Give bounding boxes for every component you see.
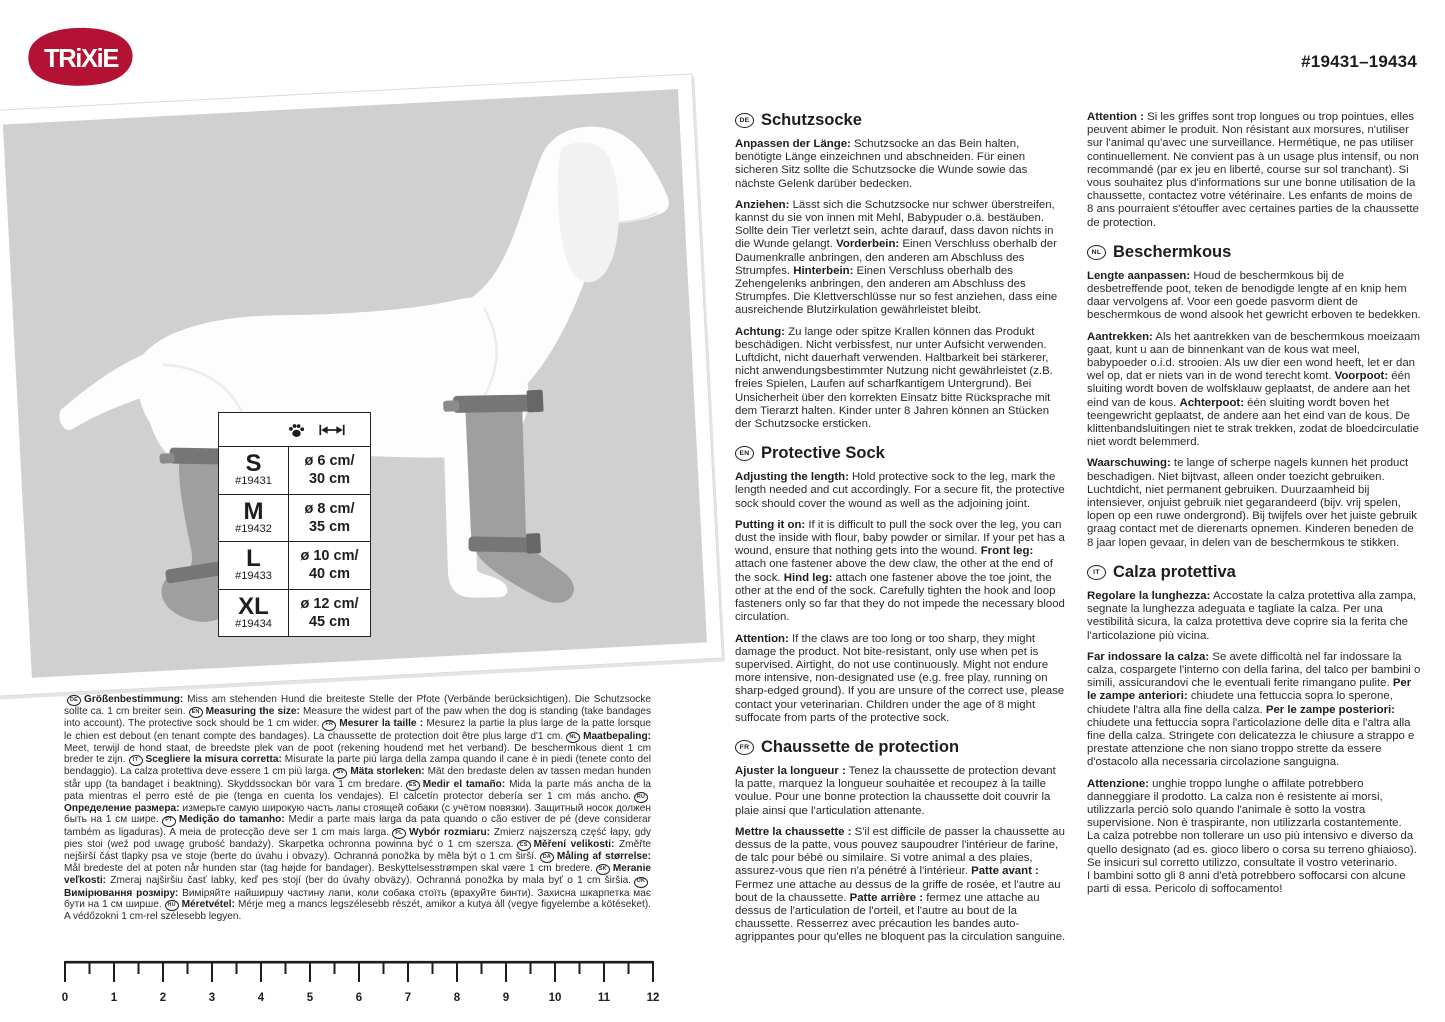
sizing-note — [64, 694, 651, 923]
ruler-label: 6 — [355, 992, 363, 1004]
ruler-svg — [61, 960, 660, 1008]
lead-in-bold: Patte avant : — [971, 865, 1039, 878]
section-title-text: Chaussette de protection — [761, 737, 960, 756]
dimension-cell — [289, 447, 370, 494]
paragraph — [735, 826, 1066, 945]
section-title-text: Calza protettiva — [1113, 562, 1236, 581]
body-text: unghie troppo lunghe o affilate potrebbero danneggiare il prodotto. La calza non è resistente ai morsi, utilizzarla perciò solo quando l'animale è sotto la vostra supervisione. Non è traspirante, non utilizzarla costantemente. — [1087, 777, 1402, 830]
size-cell — [219, 447, 289, 494]
size-letter: XL — [238, 592, 269, 620]
paragraph — [1087, 331, 1421, 450]
ruler-label: 10 — [548, 992, 562, 1004]
lang-badge-it-icon: IT — [129, 755, 143, 766]
body-text: chiudete una fettuccia sopra l'articolazione delle dita e l'altra alla fine della calza. Stringete con delicatezza le chiusure a strappo e prestate attenzione che non siano troppo strette da essere d'ostacolo alla necessaria circolazione sanguigna. — [1087, 716, 1415, 769]
ruler-label: 2 — [159, 992, 167, 1004]
body-text: Misurate la parte più larga della zampa quando il cane è in piedi (tenete conto del bendaggio). La calza protettiva deve essere 1 cm più larga. — [64, 754, 651, 778]
lead-in-bold: Putting it on: — [735, 518, 806, 531]
body-text: Miss am stehenden Hund die breiteste Stelle der Pfote (Verbände berücksichtigen). Die Schutzsocke sollte ca. 1 cm breiter sein. — [64, 694, 651, 718]
lang-section-it — [1087, 563, 1421, 896]
body-text: Виміряйте найширшу частину лапи, коли собака стоїть (врахуйте бинти). Захисна шкарпетка має бути на 1 см ширше. — [64, 887, 652, 911]
body-text: attach one fastener above the toe joint, the other at the end of the sock. Carefully tighten the hook and loop fasteners only so far that they do not impede the necessary blood circulation. — [735, 571, 1065, 624]
section-title — [735, 111, 1066, 130]
body-text: Zmeraj najširšiu časť labky, keď pes stojí (ber do úvahy obväzy). Ochranná ponožka by mala byť o 1 cm širšia. — [106, 875, 631, 887]
lead-in-bold: Attenzione: — [1087, 777, 1150, 790]
lang-badge-en-icon: EN — [735, 446, 754, 461]
dimension-cell — [289, 495, 370, 542]
lead-in-bold: Voorpoot: — [1334, 370, 1389, 383]
lead-in-bold: Vorderbein: — [836, 238, 900, 251]
body-text: Zu lange oder spitze Krallen können das Produkt beschädigen. Nicht verbissfest, nur unter Aufsicht verwenden. Luftdicht, nicht dauerhaft verwenden. Haltbarkeit bei stärkerer, nicht anwendungsbestimmter Nutzung nicht gewährleistet (z.B. freies Spielen, Laufen auf scharfkantigem Untergrund). Bei Unsicherheit über den korrekten Einsatz bitte Rücksprache mit dem Tierarzt halten. Kinder unter 8 Jahren können an Stücken der Schutzsocke ersticken. — [735, 325, 1053, 431]
paragraph — [1087, 778, 1421, 897]
article-number: #19433 — [235, 570, 272, 583]
body-text: If it is difficult to pull the sock over the leg, you can dust the inside with flour, baby powder or similar. If your pet has a wound, ensure that nothing gets into the wound. — [735, 518, 1065, 558]
lead-in-bold: Measuring the size: — [205, 706, 300, 718]
paragraph — [735, 199, 1066, 318]
size-table — [218, 412, 371, 637]
body-text: измерьте самую широкую часть лапы стоящей собаки (с учётом повязки). Защитный носок должен быть на 1 см шире. — [64, 803, 651, 826]
lead-in-bold: Anziehen: — [735, 198, 790, 211]
lang-badge-ru-icon: RU — [634, 792, 648, 803]
body-text: Si les griffes sont trop longues ou trop pointues, elles peuvent abimer le produit. Non résistant aux morsures, n'utiliser sur l'animal qu'avec une surveillance. Hermétique, ne pas utiliser continuellement. Ne convient pas à un usage plus intensif, ou non recommandé (par ex jeu en liberté, course sur sol tranchant). Si vous souhaitez plus d'informations sur une bonne utilisation de la chaussette, contactez votre vétérinaire. Les enfants de moins de 8 ans pourraient s'étouffer avec certaines parties de la chaussette de protection. — [1087, 111, 1419, 229]
section-title-text: Schutzsocke — [761, 111, 862, 129]
front-sock-ankle-strap — [468, 536, 534, 552]
dimension-cell — [289, 542, 370, 589]
body-text: Schutzsocke an das Bein halten, benötigte Länge einzeichnen und abschneiden. Für einen sicheren Sitz sollte die Schutzsocke die Wunde sowie das nächste Gelenk darüber bedecken. — [735, 138, 1028, 190]
body-text: één sluiting wordt boven het teengewricht geplaatst, de andere aan het eind van de kous. De klittenbandsluitingen niet te strak trekken, zodat de bloedcirculatie niet wordt belemmerd. — [1087, 396, 1419, 449]
body-text: Accostate la calza protettiva alla zampa, segnate la lunghezza adeguata e tagliate la calza. Per una vestibilità sicura, la calza protettiva deve coprire sia la ferita che l'articolazione più vicina. — [1087, 589, 1417, 642]
body-text: attach one fastener above the dew claw, the other at the end of the sock. — [735, 558, 1053, 584]
body-text: Mesurez la partie la plus large de la patte lorsque le chien est debout (en tenant compte des bandages). La chaussette de protection doit être plus large d'1 cm. — [64, 718, 652, 742]
body-text: chiudete una fettuccia sopra lo sperone, chiudete l'altra alla fine della calza. — [1087, 690, 1393, 716]
size-letter: M — [243, 497, 264, 525]
body-text: Einen Verschluss oberhalb der Daumenkralle anbringen, den anderen am Abschluss des Strumpfes. — [735, 238, 1057, 277]
lang-badge-hu-icon: HU — [165, 900, 179, 911]
lang-section-en — [735, 444, 1066, 725]
body-text: Als het aantrekken van de beschermkous moeizaam gaat, kunt u aan de binnenkant van de kous wat meel, babypoeder o.i.d. strooien. Als uw dier een wond heeft, let er dan wel op, dat er niets van in de wond terecht komt. — [1087, 330, 1421, 383]
lead-in-bold: Medição do tamanho: — [178, 814, 285, 826]
lead-in-bold: Mettre la chaussette : — [735, 825, 852, 838]
lead-in-bold: Lengte aanpassen: — [1087, 269, 1191, 282]
section-title — [1087, 563, 1421, 582]
article-number: #19432 — [235, 522, 272, 535]
dimension-cell — [289, 590, 370, 637]
ruler-label: 3 — [208, 992, 216, 1004]
body-text: Mål bredeste del at poten når hunden star (tag højde for bandager). Beskyttelsesstrømpen skal være 1 cm bredere. — [64, 863, 593, 875]
lang-badge-en-icon: EN — [189, 707, 203, 718]
lead-in-bold: Måling af størrelse: — [556, 851, 651, 863]
lead-in-bold: Achtung: — [735, 325, 785, 338]
lang-badge-cs-icon: CS — [517, 840, 531, 851]
size-letter: S — [245, 450, 262, 478]
body-text: te lange of scherpe nagels kunnen het product beschadigen. Niet bijtvast, alleen onder toezicht gebruiken. Luchtdicht, niet permanent gebruiken. Duurzaamheid bij intensiever, onjuist gebruik niet gegarandeerd (bijv. vrij spelen, lopen op een ruwe ondergrond). Bij twijfels over het juiste gebruik graag contact met de dierenarts opnemen. Kinderen beneden de 8 jaar lopen gevaar, in delen van de beschermkous te stikken. — [1087, 457, 1417, 549]
lead-in-bold: Mesurer la taille : — [339, 718, 424, 730]
lang-badge-es-icon: ES — [406, 780, 420, 791]
front-sock-top-strap — [453, 394, 537, 412]
ruler-label: 7 — [404, 992, 412, 1004]
lang-badge-pt-icon: PT — [162, 816, 176, 827]
lead-in-bold: Achterpoot: — [1179, 396, 1245, 409]
lead-in-bold: Měření velikosti: — [533, 838, 615, 850]
paragraph — [735, 326, 1066, 432]
lang-badge-fr-icon: FR — [735, 740, 754, 755]
diameter-value: ø 6 cm/ — [304, 453, 355, 470]
size-table-row-s — [219, 446, 370, 494]
article-number: #19434 — [235, 617, 272, 630]
size-table-header — [219, 413, 370, 446]
lead-in-bold: Far indossare la calza: — [1087, 650, 1210, 663]
lang-badge-pl-icon: PL — [392, 828, 406, 839]
lead-in-bold: Adjusting the length: — [735, 471, 849, 484]
paragraph — [1087, 111, 1421, 230]
lead-in-bold: Mäta storleken: — [350, 766, 425, 778]
lang-badge-nl-icon: NL — [1087, 245, 1106, 260]
section-title-text: Beschermkous — [1113, 242, 1232, 261]
body-text: Lässt sich die Schutzsocke nur schwer überstreifen, kannst du sie von innen mit Mehl, Babypuder o.ä. bestäuben. Sollte dein Tier verletzt sein, achte darauf, dass davon nichts in die Wunde gelangt. — [735, 198, 1055, 251]
paw-icon — [287, 421, 306, 439]
body-text: Zmierz najszerszą część łapy, gdy pies stoi (weź pod uwagę grubość bandaży). Skarpetka ochronna powinna być o 1 cm szersza. — [64, 826, 651, 850]
paragraph — [735, 633, 1066, 725]
body-text: La calza potrebbe non tollerare un uso più intensivo e diverso da quello designato (ad es. gioco libero o corsa su terreno ghiaioso). Se insicuri sul corretto utilizzo, consultate il vostro veterinario. — [1087, 830, 1417, 869]
lang-badge-sk-icon: SK — [596, 864, 610, 875]
body-text: Se avete difficoltà nel far indossare la calza, cospargete l'interno con della farina, del talco per bambini o simili, assicurandovi che le eventuali ferite rimangano pulite. — [1087, 650, 1421, 690]
lead-in-bold: Hind leg: — [783, 571, 833, 584]
lang-badge-uk-icon: UK — [634, 877, 648, 888]
ruler-label: 12 — [646, 992, 660, 1004]
lang-section — [1087, 111, 1421, 230]
trixie-logo-text: TRiXiE — [43, 45, 119, 74]
lead-in-bold: Определение размера: — [64, 803, 180, 815]
body-text: I bambini sotto gli 8 anni d'età potrebbero soffocarsi con alcune parti di essa. Pericolo di soffocamento! — [1087, 869, 1406, 896]
trixie-logo — [26, 26, 136, 88]
lang-section-nl — [1087, 243, 1421, 550]
lead-in-bold: Wybór rozmiaru: — [408, 826, 491, 838]
lead-in-bold: Maatbepaling: — [583, 730, 651, 742]
front-sock-buckle — [527, 390, 544, 413]
lead-in-bold: Aantrekken: — [1087, 330, 1153, 343]
body-text: fermez une attache au dessus de l'articulation de l'orteil, et l'autre au bout de la chaussette. Resserrez avec précaution les bandes auto-agrippantes pour qu'elles ne bloquent pas la circulation sanguine. — [735, 891, 1066, 944]
lang-section-fr — [735, 738, 1066, 945]
section-title — [735, 444, 1066, 463]
width-arrow-icon — [319, 423, 345, 437]
body-text: Mät den bredaste delen av tassen medan hunden står upp (ta bandaget i beaktning). Skyddssockan bör vara 1 cm bredare. — [64, 766, 652, 790]
paragraph — [1087, 457, 1421, 549]
body-text: Einen Verschluss oberhalb des Zehengelenks anbringen, den anderen am Abschluss des Strumpfes. Die Klettverschlüsse nur so fest anziehen, dass eine ausreichende Blutzirkulation gewährleistet bleibt. — [735, 264, 1058, 317]
body-text: Measure the widest part of the paw when the dog is standing (take bandages into account). The protective sock should be 1 cm wider. — [64, 706, 651, 730]
lang-badge-da-icon: DA — [540, 852, 554, 863]
lead-in-bold: Scegliere la misura corretta: — [145, 754, 282, 766]
product-number-range: #19431–19434 — [1301, 52, 1417, 71]
body-text: Tenez la chaussette de protection devant la patte, marquez la longueur souhaitée et recoupez à la taille voulue. Pour une bonne protection la chaussette doit couvrir la plaie ainsi que l'articulation attenante. — [735, 764, 1056, 817]
section-title — [735, 738, 1066, 757]
text-column-right — [1087, 111, 1421, 904]
body-text: Mérje meg a mancs legszélesebb részét, amikor a kutya áll (vegye figyelembe a kötéseket). A védőzokni 1 cm-rel szélesebb legyen. — [64, 899, 651, 923]
lead-in-bold: Attention : — [1087, 111, 1144, 123]
paragraph — [1087, 590, 1421, 643]
ruler-scale-cm — [61, 960, 660, 1008]
diameter-value: ø 8 cm/ — [304, 500, 355, 517]
size-table-row-l — [219, 541, 370, 589]
lead-in-bold: Größenbestimmung: — [84, 694, 184, 705]
lead-in-bold: Hinterbein: — [793, 264, 854, 277]
lead-in-bold: Méretvétel: — [181, 899, 235, 911]
lead-in-bold: Anpassen der Länge: — [735, 138, 851, 150]
lead-in-bold: Meranie veľkosti: — [64, 863, 651, 887]
lead-in-bold: Medir el tamaño: — [422, 778, 506, 790]
trixie-logo-icon — [26, 26, 136, 88]
body-text: Fermez une attache au dessus de la griffe de rosée, et l'autre au bout de la chaussette. — [735, 878, 1061, 904]
lead-in-bold: Вимірювання розміру: — [64, 887, 179, 899]
size-cell — [219, 542, 289, 589]
diameter-value: ø 12 cm/ — [300, 595, 359, 612]
lang-badge-de-icon: DE — [67, 695, 81, 706]
size-table-row-xl — [219, 589, 370, 637]
text-column-middle — [735, 111, 1066, 953]
paragraph — [1087, 651, 1421, 770]
ruler-label: 0 — [61, 992, 69, 1004]
diameter-value: ø 10 cm/ — [300, 548, 359, 565]
lead-in-bold: Attention: — [735, 632, 789, 645]
lead-in-bold: Waarschuwing: — [1087, 457, 1171, 470]
length-value: 35 cm — [308, 518, 351, 535]
section-title-text: Protective Sock — [761, 444, 885, 463]
body-text: Medir a parte mais larga da pata quando o cão estiver de pé (deve considerar também as ligaduras). A meia de protecção deve ser 1 cm mais larga. — [64, 814, 652, 838]
ruler-label: 4 — [257, 992, 265, 1004]
body-text: Hold protective sock to the leg, mark the length needed and cut accordingly. For a secure fit, the protective sock should cover the wound as well as the adjoining joint. — [735, 471, 1065, 510]
section-title — [1087, 243, 1421, 262]
article-number: #19431 — [235, 475, 272, 488]
body-text: Změřte nejširší část tlapky psa ve stoje (berte do úvahu i obvazy). Ochranná ponožka by měla být o 1 cm širší. — [64, 838, 651, 863]
lang-badge-sv-icon: SV — [333, 768, 347, 779]
ruler-label: 8 — [453, 992, 461, 1004]
size-cell — [219, 590, 289, 637]
lang-section-de — [735, 111, 1066, 431]
size-cell — [219, 495, 289, 542]
body-text: Meet, terwijl de hond staat, de breedste plek van de poot (rekening houdend met het verband). De beschermkous dient 1 cm breder te zijn. — [64, 742, 651, 766]
lead-in-bold: Ajuster la longueur : — [735, 764, 846, 777]
lead-in-bold: Per le zampe posteriori: — [1265, 703, 1395, 716]
length-value: 45 cm — [308, 613, 351, 630]
ruler-label: 11 — [597, 992, 611, 1004]
lead-in-bold: Per le zampe anteriori: — [1087, 677, 1412, 703]
body-text: If the claws are too long or too sharp, they might damage the product. Not bite-resistant, only use when pet is supervised. Airtight, do not use continuously. Might not endure more intensive, non-designated use (e.g. free play, running on sharp-edged ground). If you are unsure of the correct use, please contact your veterinarian. Children under the age of 8 might suffocate from parts of the protective sock. — [735, 632, 1065, 724]
paragraph — [735, 519, 1066, 625]
body-text: S'il est difficile de passer la chaussette au dessus de la patte, vous pouvez saupoudrer l'intérieur de farine, de talc pour bébé ou similaire. Si votre animal a des plaies, assurez-vous que rien n'a pénétré à l'intérieur. — [735, 825, 1065, 878]
paragraph — [735, 138, 1066, 191]
size-letter: L — [246, 545, 261, 573]
paragraph — [735, 471, 1066, 511]
ruler-label: 1 — [110, 992, 118, 1004]
length-value: 30 cm — [308, 471, 351, 488]
body-text: één sluiting wordt boven de wolfsklauw geplaatst, de andere aan het eind van de kous. — [1087, 370, 1411, 409]
size-table-row-m — [219, 494, 370, 542]
length-value: 40 cm — [308, 566, 351, 583]
lang-badge-nl-icon: NL — [566, 732, 580, 743]
lead-in-bold: Front leg: — [980, 545, 1034, 558]
body-text: Houd de beschermkous bij de desbetreffende poot, teken de benodigde lengte af en knip hem daar vervolgens af. Voor een goede pasvorm dient de beschermkous de wond alsook het gewricht erboven te bedekken. — [1087, 269, 1421, 322]
lead-in-bold: Patte arrière : — [849, 891, 924, 904]
paragraph — [1087, 270, 1421, 323]
ruler-label: 9 — [502, 992, 510, 1004]
lang-badge-it-icon: IT — [1087, 565, 1106, 580]
lang-badge-de-icon: DE — [735, 113, 754, 128]
lang-badge-fr-icon: FR — [322, 720, 336, 731]
lead-in-bold: Regolare la lunghezza: — [1087, 589, 1211, 602]
ruler-label: 5 — [306, 992, 314, 1004]
body-text: Mida la parte más ancha de la pata mientras el perro esté de pie (tenga en cuenta los vendajes). El calcetín protector debería ser 1 cm más ancho. — [64, 778, 651, 802]
paragraph — [735, 765, 1066, 818]
